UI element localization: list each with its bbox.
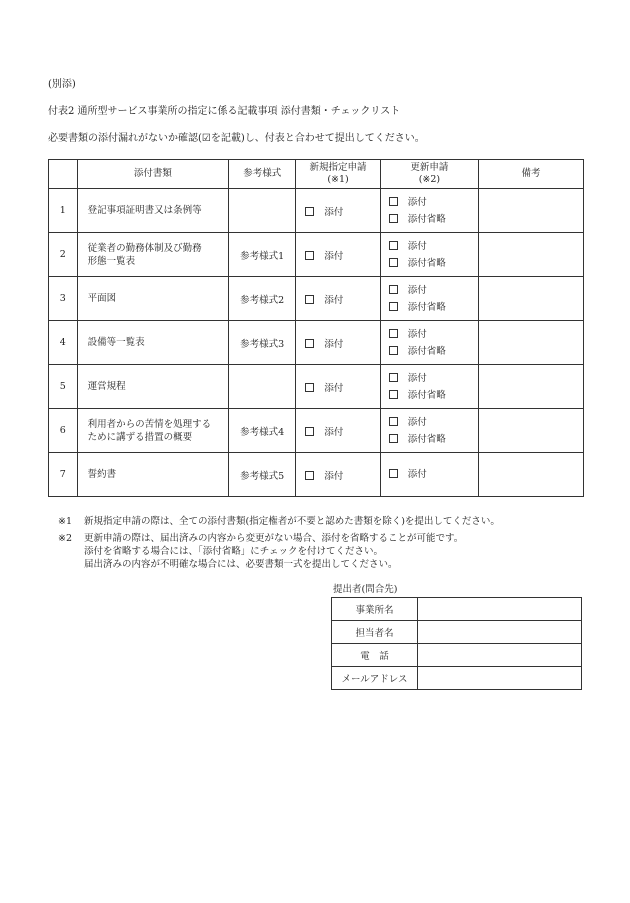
attach-label: 添付 bbox=[324, 426, 344, 438]
remarks-cell[interactable] bbox=[479, 233, 584, 277]
document-name: 運営規程 bbox=[77, 365, 228, 409]
renewal-option bbox=[389, 211, 478, 228]
note2-mark: ※2 bbox=[58, 533, 73, 544]
renewal-option bbox=[389, 255, 478, 272]
renewal-option bbox=[389, 238, 478, 255]
attach-label: 添付 bbox=[407, 469, 427, 480]
renewal-option bbox=[389, 282, 478, 299]
renewal-option bbox=[389, 326, 478, 343]
submitter-field-label: 電 話 bbox=[332, 644, 418, 667]
omit-attachment-label: 添付省略 bbox=[407, 389, 446, 401]
new-application-cell bbox=[296, 189, 380, 233]
row-number: 1 bbox=[49, 189, 78, 233]
document-name: 設備等一覧表 bbox=[77, 321, 228, 365]
attach-label: 添付 bbox=[407, 240, 427, 252]
note1-text: 新規指定申請の際は、全ての添付書類(指定権者が不要と認めた書類を除く)を提出してください。 bbox=[84, 516, 500, 527]
row-number: 5 bbox=[49, 365, 78, 409]
row-number: 4 bbox=[49, 321, 78, 365]
note2-text-line1: 更新申請の際は、届出済みの内容から変更がない場合、添付を省略することが可能です。 bbox=[84, 533, 464, 544]
header-remarks: 備考 bbox=[479, 160, 584, 189]
omit-attachment-checkbox[interactable] bbox=[389, 390, 398, 399]
header-document: 添付書類 bbox=[77, 160, 228, 189]
reference-form: 参考様式3 bbox=[229, 321, 296, 365]
attach-label: 添付 bbox=[324, 294, 344, 306]
row-number: 6 bbox=[49, 409, 78, 453]
omit-attachment-label: 添付省略 bbox=[407, 257, 446, 269]
attach-checkbox[interactable] bbox=[389, 469, 398, 478]
remarks-cell[interactable] bbox=[479, 189, 584, 233]
attach-checkbox[interactable] bbox=[305, 339, 314, 348]
attach-label: 添付 bbox=[324, 470, 344, 482]
submitter-field-value[interactable] bbox=[418, 644, 582, 667]
submitter-field-value[interactable] bbox=[418, 667, 582, 690]
omit-attachment-checkbox[interactable] bbox=[389, 258, 398, 267]
submitter-field-value[interactable] bbox=[418, 598, 582, 621]
attach-checkbox[interactable] bbox=[305, 207, 314, 216]
omit-attachment-label: 添付省略 bbox=[407, 213, 446, 225]
reference-form: 参考様式1 bbox=[229, 233, 296, 277]
submitter-row bbox=[332, 644, 582, 667]
renewal-option bbox=[389, 431, 478, 448]
note2-text-line3: 届出済みの内容が不明確な場合には、必要書類一式を提出してください。 bbox=[84, 559, 398, 570]
new-application-cell bbox=[296, 453, 380, 497]
new-application-cell bbox=[296, 233, 380, 277]
attach-label: 添付 bbox=[324, 206, 344, 218]
attach-label: 添付 bbox=[407, 416, 427, 428]
submitter-field-label: メールアドレス bbox=[332, 667, 418, 690]
renewal-option bbox=[389, 343, 478, 360]
reference-form bbox=[229, 189, 296, 233]
new-application-cell bbox=[296, 321, 380, 365]
new-application-cell bbox=[296, 277, 380, 321]
attach-checkbox[interactable] bbox=[389, 417, 398, 426]
submitter-field-value[interactable] bbox=[418, 621, 582, 644]
remarks-cell[interactable] bbox=[479, 321, 584, 365]
submitter-row bbox=[332, 598, 582, 621]
omit-attachment-label: 添付省略 bbox=[407, 301, 446, 313]
reference-form bbox=[229, 365, 296, 409]
instruction-text: 必要書類の添付漏れがないか確認(☑を記載)し、付表と合わせて提出してください。 bbox=[48, 133, 425, 144]
submitter-row bbox=[332, 621, 582, 644]
attachment-checklist-table bbox=[48, 159, 584, 497]
omit-attachment-label: 添付省略 bbox=[407, 433, 446, 445]
header-reference-form: 参考様式 bbox=[229, 160, 296, 189]
attach-label: 添付 bbox=[407, 328, 427, 340]
header-new-application: 新規指定申請 (※1) bbox=[296, 160, 380, 189]
attach-checkbox[interactable] bbox=[389, 285, 398, 294]
attach-label: 添付 bbox=[407, 372, 427, 384]
attach-checkbox[interactable] bbox=[389, 329, 398, 338]
attach-label: 添付 bbox=[324, 382, 344, 394]
remarks-cell[interactable] bbox=[479, 453, 584, 497]
document-name: 誓約書 bbox=[77, 453, 228, 497]
table-row bbox=[49, 409, 584, 453]
table-header-row bbox=[49, 160, 584, 189]
renewal-option bbox=[389, 466, 478, 483]
renewal-application-cell bbox=[380, 453, 478, 497]
submitter-table bbox=[331, 597, 582, 690]
remarks-cell[interactable] bbox=[479, 277, 584, 321]
submitter-caption: 提出者(問合先) bbox=[333, 584, 398, 595]
new-application-cell bbox=[296, 365, 380, 409]
renewal-application-cell bbox=[380, 409, 478, 453]
note1-mark: ※1 bbox=[58, 516, 73, 527]
renewal-application-cell bbox=[380, 189, 478, 233]
renewal-application-cell bbox=[380, 233, 478, 277]
document-name: 利用者からの苦情を処理する ために講ずる措置の概要 bbox=[77, 409, 228, 453]
document-name: 登記事項証明書又は条例等 bbox=[77, 189, 228, 233]
row-number: 3 bbox=[49, 277, 78, 321]
omit-attachment-checkbox[interactable] bbox=[389, 346, 398, 355]
table-row bbox=[49, 189, 584, 233]
attach-label: 添付 bbox=[324, 250, 344, 262]
document-name: 平面図 bbox=[77, 277, 228, 321]
document-title: 付表2 通所型サービス事業所の指定に係る記載事項 添付書類・チェックリスト bbox=[48, 106, 401, 117]
attach-checkbox[interactable] bbox=[305, 251, 314, 260]
reference-form: 参考様式5 bbox=[229, 453, 296, 497]
attach-label: 添付 bbox=[324, 338, 344, 350]
omit-attachment-label: 添付省略 bbox=[407, 345, 446, 357]
attach-checkbox[interactable] bbox=[389, 241, 398, 250]
renewal-application-cell bbox=[380, 365, 478, 409]
attach-label: 添付 bbox=[407, 196, 427, 208]
attach-label: 添付 bbox=[407, 284, 427, 296]
submitter-field-label: 担当者名 bbox=[332, 621, 418, 644]
renewal-option bbox=[389, 414, 478, 431]
remarks-cell[interactable] bbox=[479, 365, 584, 409]
attach-checkbox[interactable] bbox=[389, 197, 398, 206]
table-row bbox=[49, 277, 584, 321]
note2-text-line2: 添付を省略する場合には、「添付省略」にチェックを付けてください。 bbox=[84, 546, 383, 557]
document-name: 従業者の勤務体制及び勤務 形態一覧表 bbox=[77, 233, 228, 277]
attach-checkbox[interactable] bbox=[305, 471, 314, 480]
table-row bbox=[49, 321, 584, 365]
new-application-cell bbox=[296, 409, 380, 453]
header-renewal-application: 更新申請 (※2) bbox=[380, 160, 478, 189]
row-number: 2 bbox=[49, 233, 78, 277]
renewal-option bbox=[389, 194, 478, 211]
renewal-option bbox=[389, 370, 478, 387]
attach-checkbox[interactable] bbox=[305, 383, 314, 392]
table-row bbox=[49, 233, 584, 277]
table-row bbox=[49, 453, 584, 497]
attach-checkbox[interactable] bbox=[305, 427, 314, 436]
omit-attachment-checkbox[interactable] bbox=[389, 214, 398, 223]
table-row bbox=[49, 365, 584, 409]
attachment-label: (別添) bbox=[48, 79, 76, 90]
renewal-option bbox=[389, 387, 478, 404]
omit-attachment-checkbox[interactable] bbox=[389, 434, 398, 443]
attach-checkbox[interactable] bbox=[305, 295, 314, 304]
submitter-field-label: 事業所名 bbox=[332, 598, 418, 621]
attach-checkbox[interactable] bbox=[389, 373, 398, 382]
header-no bbox=[49, 160, 78, 189]
omit-attachment-checkbox[interactable] bbox=[389, 302, 398, 311]
submitter-row bbox=[332, 667, 582, 690]
renewal-application-cell bbox=[380, 277, 478, 321]
reference-form: 参考様式4 bbox=[229, 409, 296, 453]
remarks-cell[interactable] bbox=[479, 409, 584, 453]
renewal-option bbox=[389, 299, 478, 316]
renewal-application-cell bbox=[380, 321, 478, 365]
reference-form: 参考様式2 bbox=[229, 277, 296, 321]
row-number: 7 bbox=[49, 453, 78, 497]
